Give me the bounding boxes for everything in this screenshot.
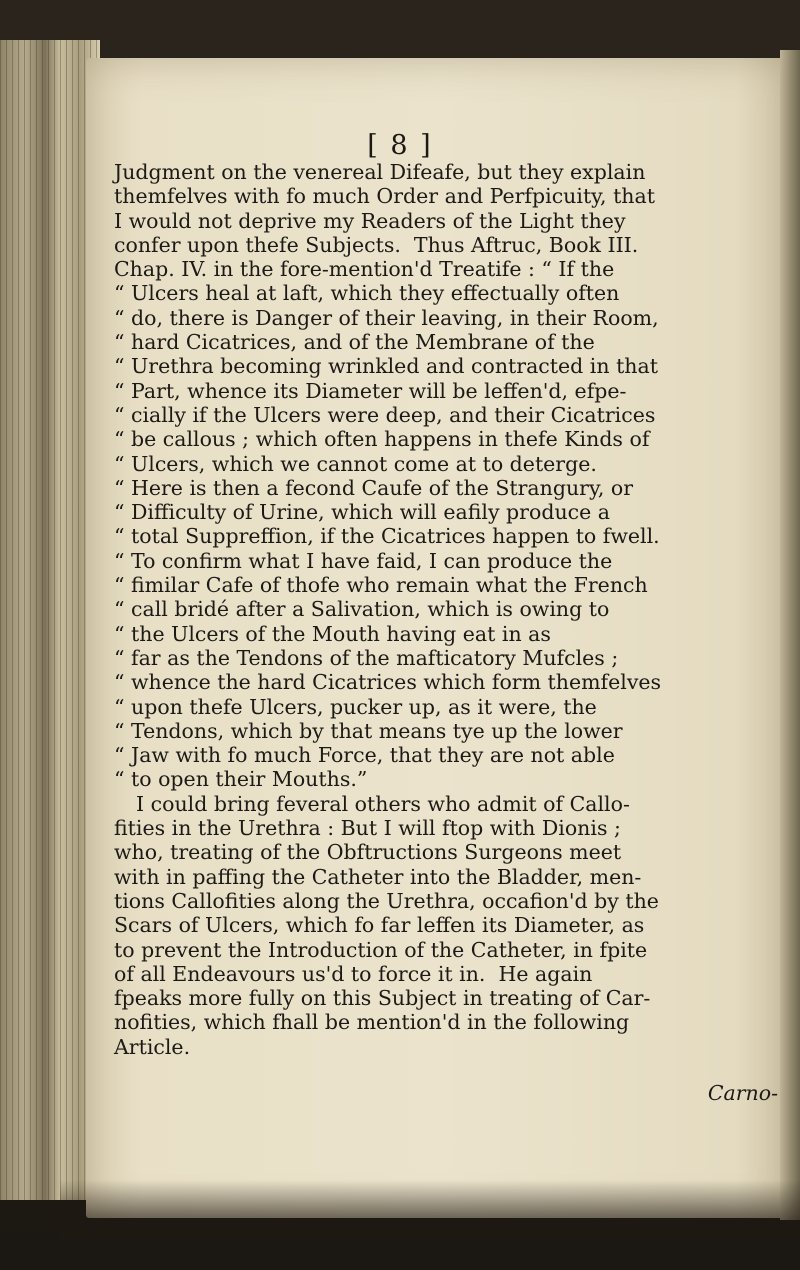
text-line: of all Endeavours us'd to force it in. He again <box>114 961 593 986</box>
text-line: “ upon thefe Ulcers, pucker up, as it were, the <box>114 694 597 719</box>
text-line: “ cially if the Ulcers were deep, and their Cicatrices <box>114 402 656 427</box>
text-line: “ Urethra becoming wrinkled and contracted in that <box>114 354 658 379</box>
text-line: “ call bridé after a Salivation, which is owing to <box>114 597 610 622</box>
page-body <box>114 160 784 1105</box>
text-line: tions Callofities along the Urethra, occafion'd by the <box>114 888 659 913</box>
text-line: “ do, there is Danger of their leaving, in their Room, <box>114 305 659 330</box>
text-line: Chap. IV. in the fore-mention'd Treatife : “ If the <box>114 257 615 282</box>
text-line: “ Part, whence its Diameter will be leffen'd, efpe- <box>114 378 627 403</box>
text-line: “ Tendons, which by that means tye up the lower <box>114 718 623 743</box>
text-line: Judgment on the venereal Difeafe, but they explain <box>114 160 646 184</box>
text-line: fities in the Urethra : But I will ftop with Dionis ; <box>114 816 621 841</box>
text-line: themfelves with fo much Order and Perfpicuity, that <box>114 184 655 209</box>
text-line: “ to open their Mouths.” <box>114 767 368 792</box>
text-line: who, treating of the Obftructions Surgeons meet <box>114 840 622 865</box>
text-line: “ Ulcers heal at laft, which they effectually often <box>114 281 620 306</box>
text-line: “ Jaw with fo much Force, that they are not able <box>114 743 615 768</box>
text-line: “ Ulcers, which we cannot come at to deterge. <box>114 451 597 476</box>
text-line: “ Difficulty of Urine, which will eafily produce a <box>114 500 610 525</box>
text-line: “ the Ulcers of the Mouth having eat in as <box>114 621 551 646</box>
text-line: nofities, which fhall be mention'd in the following <box>114 1010 630 1035</box>
text-line: I could bring feveral others who admit of Callo- <box>136 791 630 816</box>
text-line: “ hard Cicatrices, and of the Membrane of the <box>114 330 595 355</box>
text-line: “ be callous ; which often happens in thefe Kinds of <box>114 427 650 452</box>
text-line: “ fimilar Cafe of thofe who remain what the French <box>114 573 648 598</box>
page-number: [ 8 ] <box>367 130 433 161</box>
page-bottom-shadow <box>60 1180 800 1240</box>
text-line: Scars of Ulcers, which fo far leffen its Diameter, as <box>114 913 645 938</box>
text-line: “ To confirm what I have faid, I can produce the <box>114 548 613 573</box>
text-line: “ far as the Tendons of the mafticatory Mufcles ; <box>114 645 619 670</box>
text-line: I would not deprive my Readers of the Light they <box>114 208 626 233</box>
text-line: confer upon thefe Subjects. Thus Aftruc, Book III. <box>114 232 639 257</box>
text-line: “ Here is then a fecond Caufe of the Strangury, or <box>114 475 634 500</box>
text-line: Article. <box>114 1034 191 1059</box>
text-line: fpeaks more fully on this Subject in treating of Car- <box>114 986 651 1011</box>
catchword: Carno- <box>707 1080 778 1105</box>
book-binding <box>0 40 100 1200</box>
text-line: “ total Suppreffion, if the Cicatrices happen to fwell. <box>114 524 660 549</box>
text-line: “ whence the hard Cicatrices which form themfelves <box>114 670 662 695</box>
text-line: with in paffing the Catheter into the Bladder, men- <box>114 864 642 889</box>
text-line: to prevent the Introduction of the Catheter, in fpite <box>114 937 648 962</box>
